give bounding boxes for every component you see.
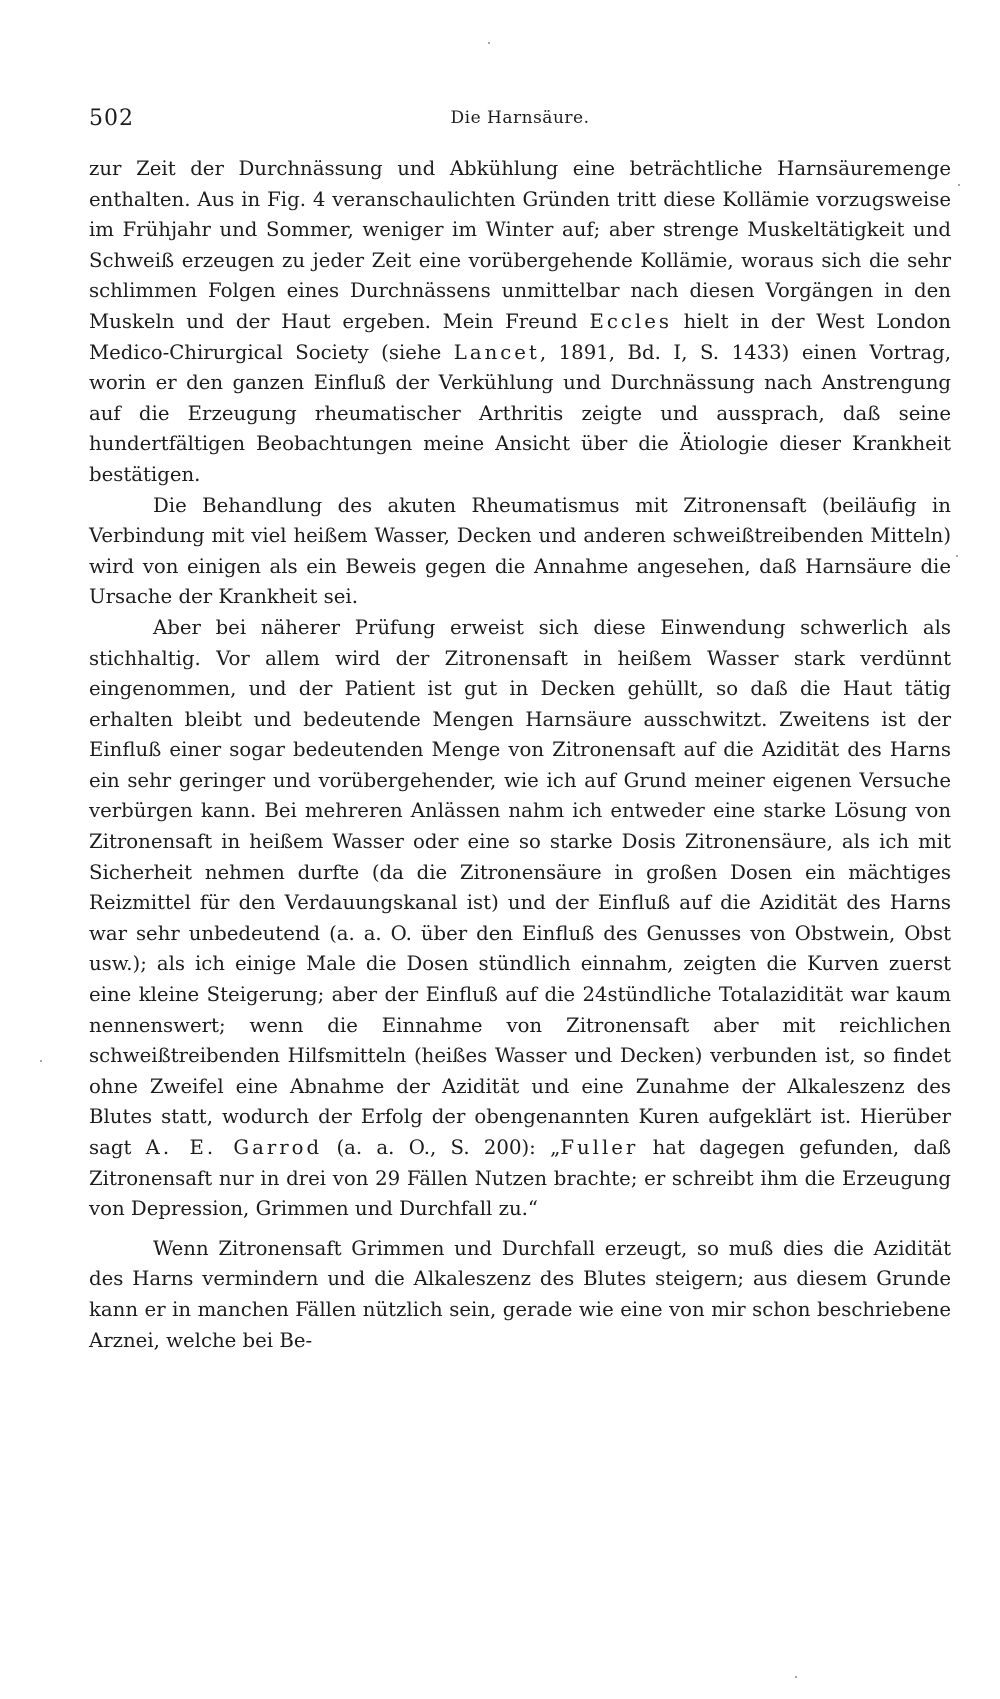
text-segment: Wenn Zitronensaft Grimmen und Durchfall erzeugt, so muß dies die Azidität des Harns vermindern und die Alkaleszenz des Blutes steigern; aus diesem Grunde kann er in manchen Fällen nützlich sein, gerade wie eine von mir schon beschriebene Arznei, welche bei Be- bbox=[89, 1236, 951, 1352]
running-title: Die Harnsäure. bbox=[450, 108, 590, 128]
author-name-garrod: A. E. Garrod bbox=[145, 1136, 323, 1159]
paragraph-4 bbox=[89, 1234, 951, 1356]
text-segment: zur Zeit der Durchnässung und Abkühlung eine beträchtliche Harnsäuremenge enthalten. Aus in Fig. 4 veranschaulichten Gründen tritt diese Kollämie vorzugsweise im Frühjahr und Sommer, weniger im Winter auf; aber strenge Muskeltätigkeit und Schweiß erzeugen zu jeder Zeit eine vorübergehende Kollämie, woraus sich die sehr schlimmen Folgen eines Durchnässens unmittelbar nach diesen Vorgängen in den Muskeln und der Haut ergeben. Mein Freund bbox=[89, 157, 951, 333]
text-segment: hielt in der West London Medico-Chirurgical Society (siehe bbox=[89, 309, 951, 364]
paragraph-3 bbox=[89, 613, 951, 1225]
text-segment: Aber bei näherer Prüfung erweist sich diese Einwendung schwerlich als stichhaltig. Vor allem wird der Zitronensaft in heißem Wasser stark verdünnt eingenommen, und der Patient ist gut in Decken gehüllt, so daß die Haut tätig erhalten bleibt und bedeutende Mengen Harnsäure ausschwitzt. Zweitens ist der Einfluß einer sogar bedeutenden Menge von Zitronensaft auf die Azidität des Harns ein sehr geringer und vorübergehender, wie ich auf Grund meiner eigenen Versuche verbürgen kann. Bei mehreren Anlässen nahm ich entweder eine starke Lösung von Zitronensaft in heißem Wasser oder eine so starke Dosis Zitronensäure, als ich mit Sicherheit nehmen durfte (da die Zitronensäure in großen Dosen ein mächtiges Reizmittel für den Verdauungskanal ist) und der Einfluß auf die Azidität des Harns war sehr unbedeutend (a. a. O. über den Einfluß des Genusses von Obstwein, Obst usw.); als ich einige Male die Dosen stündlich einnahm, zeigten die Kurven zuerst eine kleine Steigerung; aber der Einfluß auf die 24stündliche Totalazidität war kaum nennenswert; wenn die Einnahme von Zitronensaft aber mit reichlichen schweißtreibenden Hilfsmitteln (heißes Wasser und Decken) verbunden ist, so findet ohne Zweifel eine Abnahme der Azidität und eine Zunahme der Alkaleszenz des Blutes statt, wodurch der Erfolg der obengenannten Kuren aufgeklärt ist. Hierüber sagt bbox=[89, 615, 951, 1159]
author-name-eccles: Eccles bbox=[589, 309, 672, 333]
author-name-fuller: Fuller bbox=[560, 1136, 639, 1159]
text-segment: , 1891, Bd. I, S. 1433) einen Vortrag, worin er den ganzen Einfluß der Verkühlung und Durchnässung nach Anstrengung auf die Erzeugung rheumatischer Arthritis zeigte und aussprach, daß seine hundertfältigen Beobachtungen meine Ansicht über die Ätiologie dieser Krankheit bestätigen. bbox=[89, 340, 951, 486]
text-segment: (a. a. O., S. 200): „ bbox=[322, 1136, 561, 1159]
scan-speck bbox=[956, 555, 958, 557]
text-segment: Die Behandlung des akuten Rheumatismus mit Zitronensaft (beiläufig in Verbindung mit viel heißem Wasser, Decken und anderen schweißtreibenden Mitteln) wird von einigen als ein Beweis gegen die Annahme angesehen, daß Harnsäure die Ursache der Krankheit sei. bbox=[89, 493, 951, 609]
paragraph-1 bbox=[89, 154, 951, 491]
text-segment: hat dagegen gefunden, daß Zitronensaft nur in drei von 29 Fällen Nutzen brachte; er schreibt ihm die Erzeugung von Depression, Grimmen und Durchfall zu.“ bbox=[89, 1136, 951, 1221]
page-header bbox=[89, 106, 951, 136]
journal-name-lancet: Lancet bbox=[453, 340, 540, 364]
scan-speck bbox=[795, 1676, 797, 1678]
scan-speck bbox=[40, 1060, 42, 1062]
paragraph-2 bbox=[89, 491, 951, 613]
page-number: 502 bbox=[89, 106, 134, 131]
body-text bbox=[89, 154, 951, 1356]
scan-speck bbox=[958, 184, 960, 186]
scan-speck bbox=[488, 42, 490, 44]
